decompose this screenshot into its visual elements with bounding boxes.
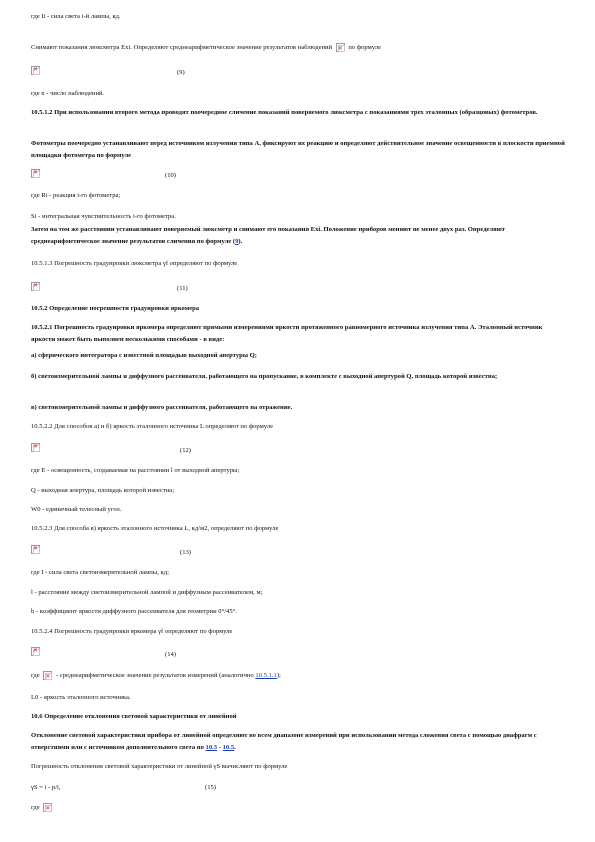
formula-image-icon [31, 545, 40, 554]
formula-image-icon [31, 443, 40, 452]
para-aperture: Q - выходная апертура, площадь которой известна; [31, 487, 175, 494]
para-10-5-2-3: 10.5.2.3 Для способа в) яркость эталонного источника L, кд/м2, определяют по формуле [31, 525, 279, 532]
para-average-readings [31, 42, 565, 54]
equation-number-13: (13) [180, 549, 191, 556]
clause-10-3-link[interactable]: 10.3 [205, 743, 218, 751]
para-linearity-separator: - [218, 743, 221, 751]
heading-10-5-2: 10.5.2 Определение погрешности градуировки яркомера [31, 305, 200, 312]
para-option-b: б) светоизмерительной лампы и диффузного рассеивателя, работающего на пропускание, в комплекте с выходной апертурой Q, площадь которой известна; [31, 373, 498, 380]
para-comparison-tail: ). [238, 237, 243, 245]
para-linearity-tail: . [234, 743, 236, 751]
heading-10-6: 10.6 Определение отклонения световой характеристики от линейной [31, 713, 237, 720]
para-linearity [31, 730, 565, 753]
equation-number-11: (11) [177, 285, 188, 292]
para-10-5-2-1: 10.5.2.1 Погрешность градуировки яркомера определяют прямыми измерениями яркости протяженного равномерного источника излучения типа А. Эталонный источник яркости может быть выполнен несколькими способами - в виде: [31, 324, 543, 343]
para-10-5-1-3: 10.5.1.3 Погрешность градуировки люксметра γf определяют по формуле [31, 260, 238, 267]
para-linearity-text: Отклонение световой характеристики прибора от линейной определяют во всем диапазоне измерений при использовании метода сложения света с помощью диафрагм с отверстиями или с источником дополнительного света по [31, 732, 537, 751]
para-reference-luminance: L0 - яркость эталонного источника. [31, 694, 131, 701]
para-lamp-intensity-definition: где I - сила света светоизмерительной лампы, кд; [31, 569, 169, 576]
para-option-c: в) светоизмерительной лампы и диффузного рассеивателя, работающего на отражение. [31, 404, 293, 411]
formula-15-text: γS = i - p/i, [31, 784, 61, 791]
formula-image-icon [43, 803, 52, 812]
para-comparison [31, 224, 565, 247]
formula-image-icon [31, 282, 40, 291]
para-average-readings-text: Снимают показания люксметра Exi. Определяют среднеарифметическое значение результатов наблюдений [31, 44, 333, 51]
para-10-5-2-2: 10.5.2.2 Для способов а) и б) яркость эталонного источника L определяют по формуле [31, 423, 274, 430]
para-10-5-1-2: 10.5.1.2 При использовании второго метода проводят поочередное сличение показаний поверяемого люксметра с показаниями трех эталонных (образцовых) фотометров. [31, 109, 538, 116]
para-mean-value [31, 670, 565, 682]
para-average-readings-tail: по формуле [348, 44, 382, 51]
para-distance: l - расстояние между светоизмерительной лампой и диффузным рассеивателем, м; [31, 589, 263, 596]
equation-number-15: (15) [205, 784, 216, 791]
formula-image-icon [336, 43, 345, 52]
para-10-5-2-4: 10.5.2.4 Погрешность градуировки яркомера γf определяют по формуле [31, 628, 233, 635]
para-mean-value-text: - среднеарифметическое значение результатов измерений (аналогично [55, 672, 254, 679]
para-illuminance: где E - освещенность, создаваемая на расстоянии l от выходной апертуры; [31, 467, 240, 474]
para-photometers: Фотометры поочередно устанавливают перед источником излучения типа А, фиксируют их реакцию и определяют действительное значение освещенности в плоскости приемной площадки фотометра по формуле [31, 140, 565, 159]
formula-image-icon [31, 66, 40, 75]
para-luminance-factor: b - коэффициент яркости диффузного рассеивателя для геометрии 0°/45°. [31, 608, 237, 615]
para-mean-value-tail: ); [276, 672, 281, 679]
equation-number-12: (12) [180, 447, 191, 454]
formula-9-link[interactable]: 9 [235, 237, 239, 245]
para-mean-value-lead: где [31, 672, 40, 679]
equation-number-9: (9) [177, 69, 185, 76]
para-comparison-text: Затем на том же расстоянии устанавливают поверяемый люксметр и снимают его показания Exi. Положение приборов меняют не менее двух раз. Определяют среднеарифметическое значение результатов сличения по формуле ( [31, 226, 505, 245]
para-where [31, 802, 54, 814]
formula-image-icon [43, 671, 52, 680]
para-photometer-response: где Ri - реакция i-го фотометра; [31, 192, 121, 199]
para-linearity-error: Погрешность отклонения световой характеристики от линейной γS вычисляют по формуле [31, 763, 288, 770]
equation-number-14: (14) [165, 651, 176, 658]
clause-10-5-link[interactable]: 10.5 [222, 743, 235, 751]
clause-10-5-1-1-link[interactable]: 10.5.1.1 [255, 672, 277, 679]
para-lamp-intensity: где Ii - сила света i-й лампы, кд. [31, 13, 121, 20]
para-photometer-sensitivity: Si - интегральная чувствительность i-го фотометра. [31, 213, 176, 220]
para-solid-angle: W0 - единичный телесный угол. [31, 506, 122, 513]
formula-image-icon [31, 647, 40, 656]
formula-image-icon [31, 169, 40, 178]
para-where-text: где [31, 804, 40, 811]
equation-number-10: (10) [165, 172, 176, 179]
para-option-a: а) сферического интегратора с известной площадью выходной апертуры Q; [31, 352, 257, 359]
para-number-of-observations: где n - число наблюдений. [31, 90, 105, 97]
